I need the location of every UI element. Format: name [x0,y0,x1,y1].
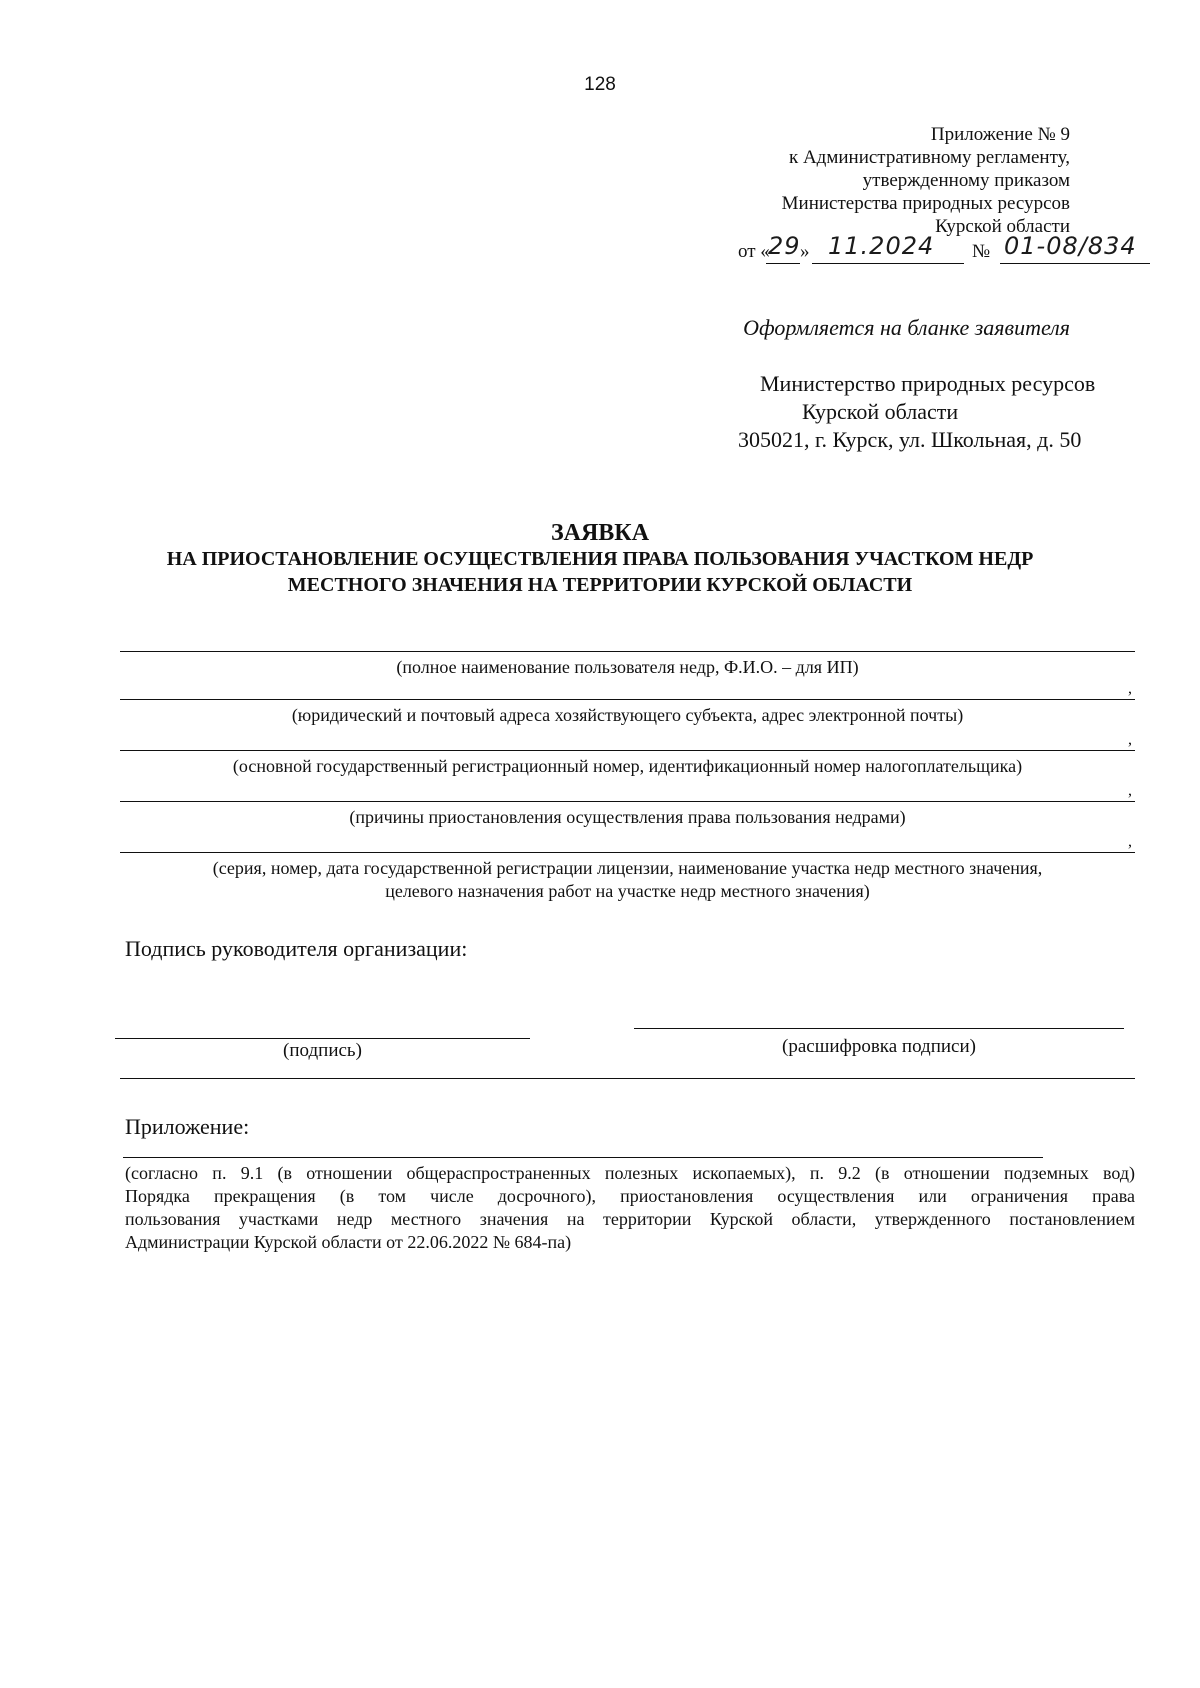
appendix-line-3: утвержденному приказом [862,170,1070,191]
field-line-addresses [120,699,1135,700]
date-day-handwritten: 29 [768,232,801,260]
number-label: № [972,241,991,262]
appendix-line-2: к Административному регламенту, [788,147,1070,168]
field-caption-ogrn-inn: (основной государственный регистрационный номер, идентификационный номер налогоплательщика) [232,756,1023,776]
recipient-line-2: Курской области [802,399,959,424]
date-month-year-handwritten: 11.2024 [828,232,935,260]
date-month-year-underline [812,263,964,264]
date-quote-close: » [800,241,810,262]
attachment-note [125,1162,1135,1254]
order-number-underline [1000,263,1150,264]
signature-caption: (подпись) [283,1040,362,1061]
field-caption-license-line-1: (серия, номер, дата государственной регистрации лицензии, наименование участка недр местного значения, [212,858,1043,878]
order-number-handwritten: 01-08/834 [1004,232,1137,260]
attachment-note-line-1: (согласно п. 9.1 (в отношении общераспространенных полезных ископаемых), п. 9.2 (в отношении подземных вод) [125,1163,1135,1183]
field-line-license [120,852,1135,853]
appendix-line-4: Министерства природных ресурсов [781,193,1070,214]
field-caption-license [120,857,1135,903]
order-date-line [738,232,1150,268]
field-caption-user-name: (полное наименование пользователя недр, Ф.И.О. – для ИП) [396,657,859,677]
attachment-note-line-2: Порядка прекращения (в том числе досрочного), приостановления осуществления или ограничения права [125,1186,1135,1206]
field-comma: , [1128,680,1132,697]
field-line-ogrn-inn [120,750,1135,751]
date-day-underline [766,263,800,264]
appendix-header [550,123,1070,238]
page-number: 128 [584,74,616,95]
recipient-block [738,370,1180,454]
attachment-line [123,1157,1043,1158]
field-caption-reasons: (причины приостановления осуществления права пользования недрами) [349,807,906,827]
appendix-line-1: Приложение № 9 [930,124,1070,145]
field-caption-license-line-2: целевого назначения работ на участке недр местного значения) [385,881,870,901]
document-subtitle-line-1: НА ПРИОСТАНОВЛЕНИЕ ОСУЩЕСТВЛЕНИЯ ПРАВА ПОЛЬЗОВАНИЯ УЧАСТКОМ НЕДР [166,548,1034,570]
signature-decode-caption: (расшифровка подписи) [782,1036,976,1057]
field-line-reasons [120,801,1135,802]
field-comma: , [1128,782,1132,799]
recipient-line-3: 305021, г. Курск, ул. Школьная, д. 50 [738,427,1082,452]
document-title: ЗАЯВКА [550,520,650,546]
signature-label: Подпись руководителя организации: [125,936,468,961]
attachment-note-line-3: пользования участками недр местного значения на территории Курской области, утвержденного постановлением [125,1209,1135,1229]
signature-decode-line [634,1028,1124,1029]
field-line-user-name [120,651,1135,652]
blank-note: Оформляется на бланке заявителя [743,315,1070,340]
recipient-line-1: Министерство природных ресурсов [760,371,1096,396]
field-comma: , [1128,731,1132,748]
attachment-label: Приложение: [125,1114,250,1139]
field-comma: , [1128,833,1132,850]
date-prefix: от « [738,241,770,262]
field-caption-addresses: (юридический и почтовый адреса хозяйствующего субъекта, адрес электронной почты) [291,705,964,725]
signature-bottom-line [120,1078,1135,1079]
signature-line [115,1038,530,1039]
appendix-line-5: Курской области [935,216,1070,237]
attachment-note-line-4: Администрации Курской области от 22.06.2022 № 684-па) [125,1232,572,1252]
document-subtitle-line-2: МЕСТНОГО ЗНАЧЕНИЯ НА ТЕРРИТОРИИ КУРСКОЙ ОБЛАСТИ [287,574,913,596]
